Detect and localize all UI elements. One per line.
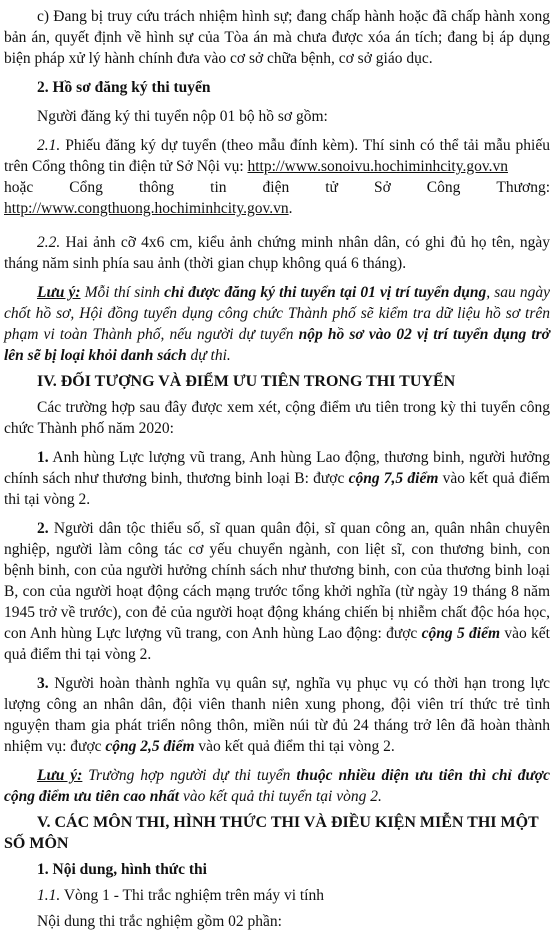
note-uu-tien: Lưu ý: Trường hợp người dự thi tuyển thuộc nhiều diện ưu tiên thì chỉ được cộng điểm ưu tiên cao nhất vào kết quả thi tuyển tại vòng 2.: [4, 767, 550, 805]
item-2-1-number: 2.1.: [37, 137, 61, 154]
priority-item-1: 1. Anh hùng Lực lượng vũ trang, Anh hùng Lao động, thương binh, người hưởng chính sách như thương binh, thương binh loại B: được cộng 7,5 điểm vào kết quả điểm thi tại vòng 2.: [4, 449, 550, 508]
note-label: Lưu ý:: [37, 284, 81, 301]
priority-item-3: 3. Người hoàn thành nghĩa vụ quân sự, nghĩa vụ phục vụ có thời hạn trong lực lượng công an nhân dân, đội viên thanh niên xung phong, đội viên trí thức trẻ tình nguyện tham gia phát triển nông thôn, miền núi từ đủ 24 tháng trở lên đã hoàn thành nhiệm vụ: được cộng 2,5 điểm vào kết quả điểm thi tại vòng 2.: [4, 675, 550, 755]
item-2-1: 2.1. Phiếu đăng ký dự tuyển (theo mẫu đính kèm). Thí sinh có thể tải mẫu phiếu trên Cổng thông tin điện tử Sở Nội vụ: http://www.sonoivu.hochiminhcity.gov.vn hoặc Cổng thông tin điện tử Sở Công Thương: http://www.congthuong.hochiminhcity.gov.vn.: [4, 137, 550, 217]
link-sonoivu[interactable]: http://www.sonoivu.hochiminhcity.gov.vn: [247, 158, 508, 175]
heading-section-iv: IV. ĐỐI TƯỢNG VÀ ĐIỂM ƯU TIÊN TRONG THI TUYỂN: [37, 373, 456, 390]
heading-noi-dung: 1. Nội dung, hình thức thi: [37, 861, 207, 878]
note-dang-ky: Lưu ý: Mỗi thí sinh chỉ được đăng ký thi tuyển tại 01 vị trí tuyển dụng, sau ngày chốt hồ sơ, Hội đồng tuyển dụng công chức Thành phố sẽ kiểm tra dữ liệu hồ sơ trên phạm vi toàn Thành phố, nếu người dự tuyển nộp hồ sơ vào 02 vị trí tuyển dụng trở lên sẽ bị loại khỏi danh sách dự thi.: [4, 284, 550, 364]
heading-ho-so: 2. Hồ sơ đăng ký thi tuyển: [37, 79, 211, 96]
item-2-2-text: Hai ảnh cỡ 4x6 cm, kiểu ảnh chứng minh nhân dân, có ghi đủ họ tên, ngày tháng năm sinh phía sau ảnh (thời gian chụp không quá 6 tháng).: [4, 234, 550, 272]
item-2-1-justified-line: hoặc Cổng thông tin điện tử Sở Công Thương:: [4, 179, 550, 196]
paragraph-iv-intro: Các trường hợp sau đây được xem xét, cộng điểm ưu tiên trong kỳ thi tuyển công chức Thành phố năm 2020:: [4, 399, 550, 437]
item-2-1-text: Phiếu đăng ký dự tuyển (theo mẫu đính kèm). Thí sinh có thể tải mẫu phiếu trên Cổng thông tin điện tử Sở Nội vụ:: [4, 137, 550, 175]
priority-item-2: 2. Người dân tộc thiểu số, sĩ quan quân đội, sĩ quan công an, quân nhân chuyên nghiệp, người làm công tác cơ yếu chuyển ngành, con liệt sĩ, con thương binh, con bệnh binh, con của người hưởng chính sách như thương binh, con của thương binh loại B, con của người hoạt động cách mạng trước tổng khởi nghĩa (từ ngày 19 tháng 8 năm 1945 trở về trước), con đẻ của người hoạt động kháng chiến bị nhiễm chất độc hóa học, con Anh hùng Lực lượng vũ trang, con Anh hùng Lao động: được cộng 5 điểm vào kết quả điểm thi tại vòng 2.: [4, 520, 550, 663]
link-congthuong[interactable]: http://www.congthuong.hochiminhcity.gov.vn: [4, 200, 289, 217]
item-1-1: 1.1. Vòng 1 - Thi trắc nghiệm trên máy vi tính: [37, 887, 324, 904]
item-2-2-number: 2.2.: [37, 234, 61, 251]
paragraph-noi-dung-trac-nghiem: Nội dung thi trắc nghiệm gồm 02 phần:: [37, 913, 282, 930]
item-2-2: [4, 232, 550, 274]
paragraph-condition-c: c) Đang bị truy cứu trách nhiệm hình sự; đang chấp hành hoặc đã chấp hành xong bản án, quyết định về hình sự của Tòa án mà chưa được xóa án tích; đang bị áp dụng biện pháp xử lý hành chính đưa vào cơ sở chữa bệnh, cơ sở giáo dục.: [4, 8, 550, 67]
note-label: Lưu ý:: [37, 767, 83, 784]
paragraph-ho-so-intro: Người đăng ký thi tuyển nộp 01 bộ hồ sơ gồm:: [37, 108, 328, 125]
heading-section-v: V. CÁC MÔN THI, HÌNH THỨC THI VÀ ĐIỀU KIỆN MIỄN THI MỘT SỐ MÔN: [4, 814, 539, 852]
